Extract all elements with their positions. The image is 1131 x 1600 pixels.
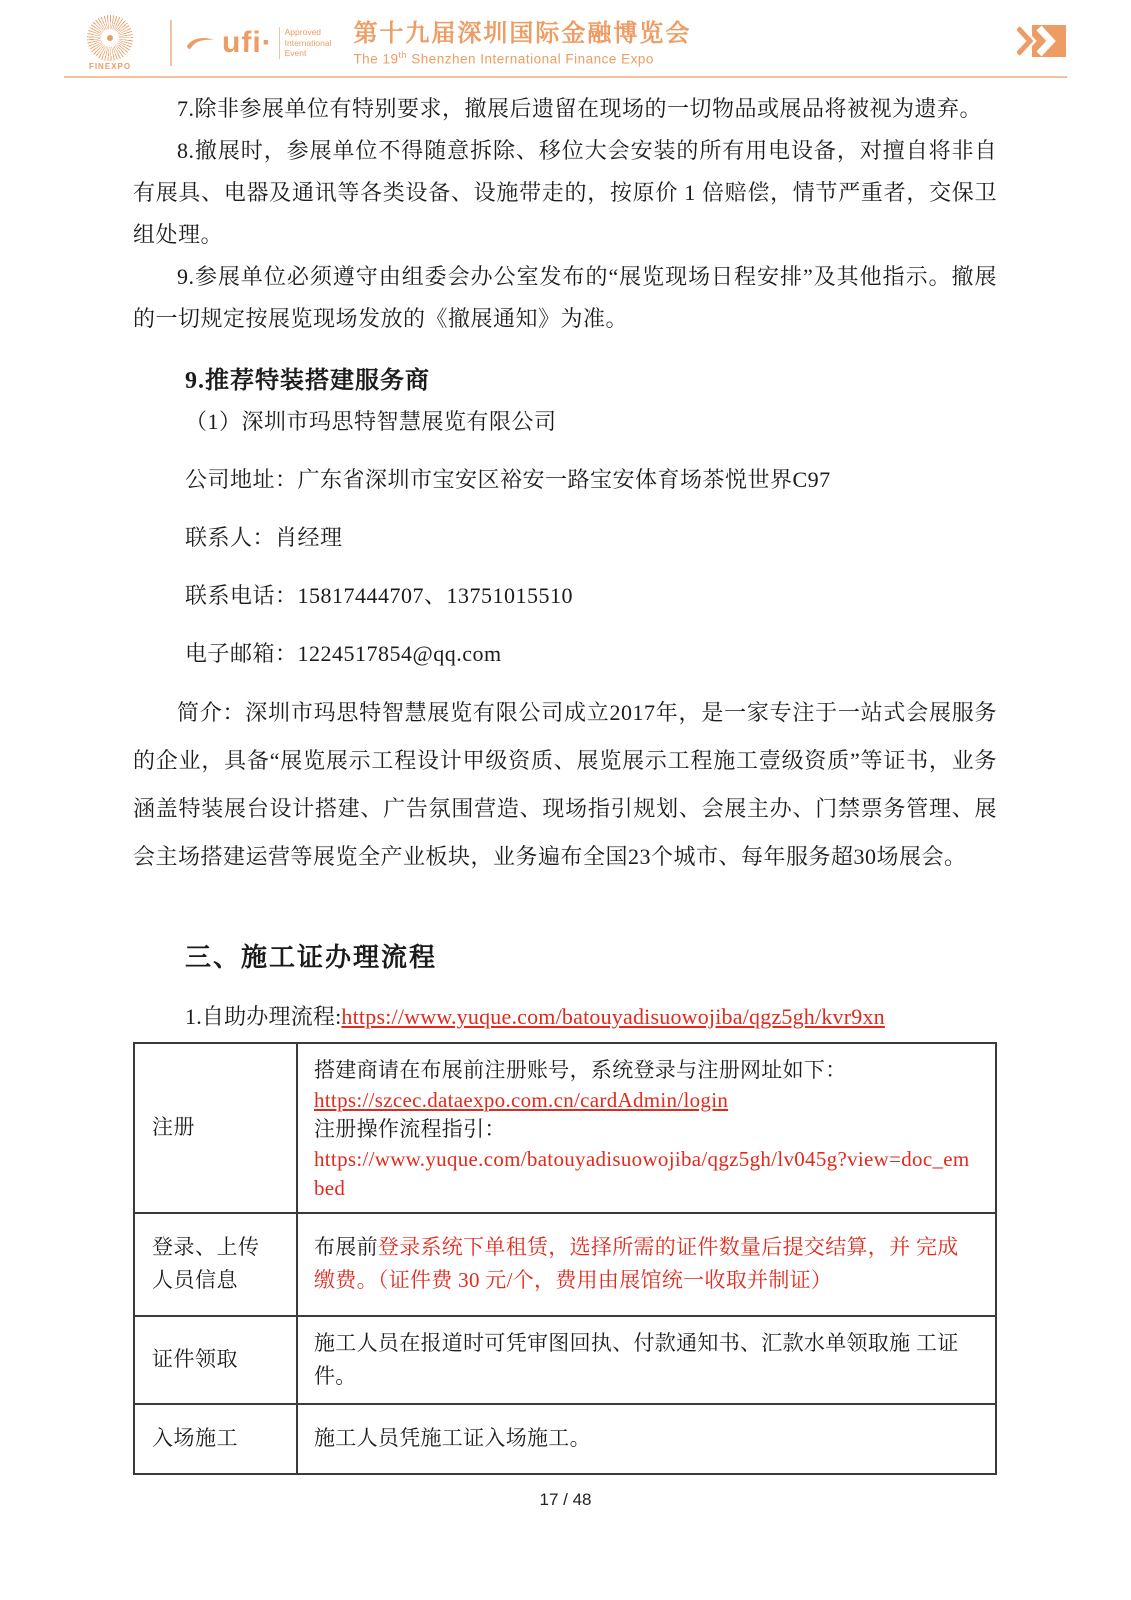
ufi-note-line: International [284,37,332,48]
step-content-badge-pickup: 施工人员在报道时可凭审图回执、付款通知书、汇款水单领取施 工证件。 [297,1316,996,1404]
ufi-note-line: Event [284,48,307,59]
section-heading-recommended-builders: 9.推荐特装搭建服务商 [185,368,430,394]
ufi-logo [186,27,331,59]
table-row-register [134,1043,996,1213]
ufi-swoosh-icon [186,36,216,50]
builder-contact-person: 联系人：肖经理 [185,525,343,550]
section-heading-permit-process: 三、施工证办理流程 [185,943,438,972]
self-service-process-link[interactable]: https://www.yuque.com/batouyadisuowojiba/qgz5gh/kvr9xn [341,1004,885,1029]
step-label-enter-construction: 入场施工 [134,1404,297,1474]
register-guide-link[interactable]: https://www.yuque.com/batouyadisuowojiba/qgz5gh/lv045g?view=doc_embed [314,1146,970,1200]
title-en-prefix: The 19 [353,51,399,67]
page-header [0,0,1131,72]
ufi-note-line: Approved [284,27,322,38]
paragraph-7: 7.除非参展单位有特别要求，撤展后遗留在现场的一切物品或展品将被视为遗弃。 [177,96,983,121]
step-content-login-upload [297,1213,996,1316]
finexpo-label: FINEXPO [88,62,132,71]
title-en-sup: th [398,49,407,60]
table-row-enter-construction [134,1404,996,1474]
builder-email: 电子邮箱：1224517854@qq.com [185,641,502,666]
step-label-register: 注册 [134,1043,297,1213]
login-plain-text: 布展前 [314,1235,378,1259]
step-label-login-upload: 登录、上传 人员信息 [134,1213,297,1316]
title-en-rest: Shenzhen International Finance Expo [406,51,654,67]
document-body [133,88,997,1475]
register-guide-label: 注册操作流程指引： [314,1117,506,1141]
builder-address: 公司地址：广东省深圳市宝安区裕安一路宝安体育场茶悦世界C97 [185,467,831,492]
ufi-approved-note [279,27,332,59]
step-label-badge-pickup: 证件领取 [134,1316,297,1404]
expo-title-cn: 第十九届深圳国际金融博览会 [353,19,692,47]
login-red-text: 登录系统下单租赁，选择所需的证件数量后提交结算，并 完成缴费。（证件费 30 元/个，费用由展馆统一收取并制证） [314,1235,959,1292]
self-service-process-line [185,1000,997,1031]
permit-process-table [133,1042,997,1475]
step-content-enter-construction: 施工人员凭施工证入场施工。 [297,1404,996,1474]
expo-title-en [353,50,691,67]
register-login-link[interactable]: https://szcec.dataexpo.com.cn/cardAdmin/login [314,1087,729,1112]
builder-phone: 联系电话：15817444707、13751015510 [185,583,574,608]
double-chevron-icon [1017,24,1067,63]
ufi-wordmark: ufi· [222,26,273,59]
table-row-login-upload [134,1213,996,1316]
paragraph-9: 9.参展单位必须遵守由组委会办公室发布的“展览现场日程安排”及其他指示。撤展的一切规定按展览现场发放的《撤展通知》为准。 [133,264,997,331]
register-instruction: 搭建商请在布展前注册账号，系统登录与注册网址如下： [314,1058,847,1082]
finexpo-logo [64,15,156,71]
step-content-register [297,1043,996,1213]
expo-title-block [353,20,691,66]
table-row-badge-pickup [134,1316,996,1404]
process-label: 1.自助办理流程: [185,1004,342,1029]
page-number: 17 / 48 [539,1489,592,1509]
sunburst-icon [87,15,133,61]
header-rule [64,76,1067,78]
logo-divider [170,20,172,66]
paragraph-8: 8.撤展时，参展单位不得随意拆除、移位大会安装的所有用电设备，对擅自将非自有展具、电器及通讯等各类设备、设施带走的，按原价 1 倍赔偿，情节严重者，交保卫组处理。 [133,138,997,247]
brand-block [64,15,691,71]
builder-company-name: （1）深圳市玛思特智慧展览有限公司 [185,409,557,434]
builder-introduction: 简介：深圳市玛思特智慧展览有限公司成立2017年，是一家专注于一站式会展服务的企业，具备“展览展示工程设计甲级资质、展览展示工程施工壹级资质”等证书，业务涵盖特装展台设计搭建、广告氛围营造、现场指引规划、会展主办、门禁票务管理、展会主场搭建运营等展览全产业板块，业务遍布全国23个城市、每年服务超30场展会。 [133,700,997,869]
